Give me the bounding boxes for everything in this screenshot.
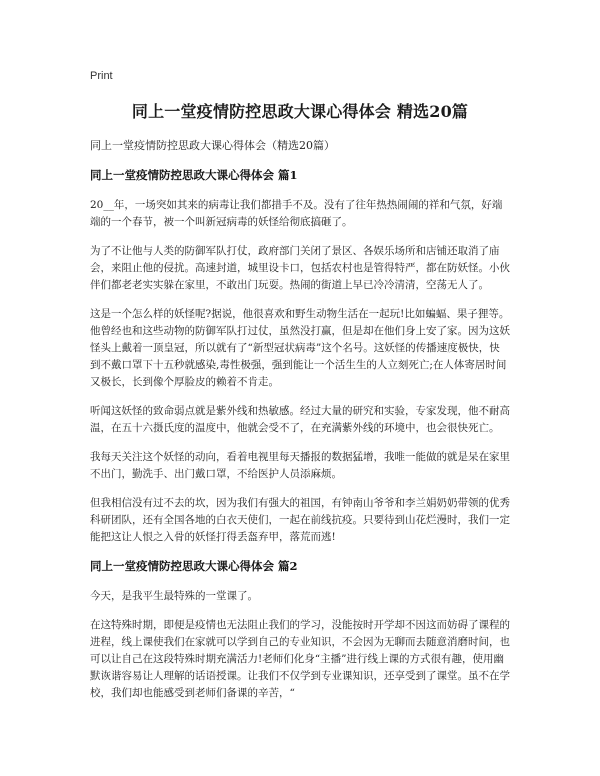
paragraph: 今天，是我平生最特殊的一堂课了。 [90, 590, 258, 602]
paragraph: 在这特殊时期，即便是疫情也无法阻止我们的学习，没能按时开学却不因这而妨碍了课程的进程，线上课使我们在家就可以学到自己的专业知识，不会因为无聊而去随意消磨时间，也可以让自己在这段特殊时期充满活力!老师们化身“主播”进行线上课的方式很有趣，使用幽默诙谐容易让人理解的话语授课。让我们不仅学到专业课知识，还享受到了课堂。虽不在学校，我们却也能感受到老师们备课的辛苦，“ [90, 619, 510, 699]
page-subtitle: 同上一堂疫情防控思政大课心得体会（精选20篇） [90, 139, 335, 152]
document-content [90, 167, 510, 702]
paragraph: 20__年，一场突如其来的病毒让我们都措手不及。没有了往年热热闹闹的祥和气氛，好端端的一个春节，被一个叫新冠病毒的妖怪给彻底搞砸了。 [90, 199, 503, 228]
paragraph: 为了不让他与人类的防御军队打仗，政府部门关闭了景区、各娱乐场所和店铺还取消了庙会，来阻止他的侵扰。高速封道，城里设卡口，包括农村也是管得特严，都在防妖怪。小伙伴们都老老实实躲在家里，不敢出门玩耍。热闹的街道上早已冷冷清清，空荡无人了。 [90, 245, 510, 291]
section-heading-2: 同上一堂疫情防控思政大课心得体会 篇2 [90, 559, 298, 573]
paragraph: 听闻这妖怪的致命弱点就是紫外线和热敏感。经过大量的研究和实验，专家发现，他不耐高温，在五十六摄氏度的温度中，他就会受不了，在充满紫外线的环境中，也会很快死亡。 [90, 405, 510, 434]
paragraph: 这是一个怎么样的妖怪呢?据说，他很喜欢和野生动物生活在一起玩!比如蝙蝠、果子狸等。他曾经也和这些动物的防御军队打过仗，虽然没打赢，但是却在他们身上安了家。因为这妖怪头上戴着一顶皇冠，所以就有了“新型冠状病毒”这个名号。这妖怪的传播速度极快，快到不戴口罩下十五秒就感染,毒性极强，强到能让一个活生生的人立刻死亡;在人体寄居时间又极长，长到像个厚脸皮的赖着不肯走。 [90, 308, 510, 388]
print-label[interactable]: Print [90, 70, 113, 82]
section-heading-1: 同上一堂疫情防控思政大课心得体会 篇1 [90, 168, 298, 182]
paragraph: 我每天关注这个妖怪的动向，看着电视里每天播报的数据猛增，我唯一能做的就是呆在家里不出门，勤洗手、出门戴口罩，不给医护人员添麻烦。 [90, 451, 510, 480]
page-title: 同上一堂疫情防控思政大课心得体会 精选20篇 [131, 102, 469, 121]
paragraph: 但我相信没有过不去的坎，因为我们有强大的祖国，有钟南山爷爷和李兰娟奶奶带领的优秀科研团队，还有全国各地的白衣天使们，一起在前线抗疫。只要待到山花烂漫时，我们一定能把这让人恨之入骨的妖怪打得丢盔弃甲，落荒而逃! [90, 497, 510, 543]
